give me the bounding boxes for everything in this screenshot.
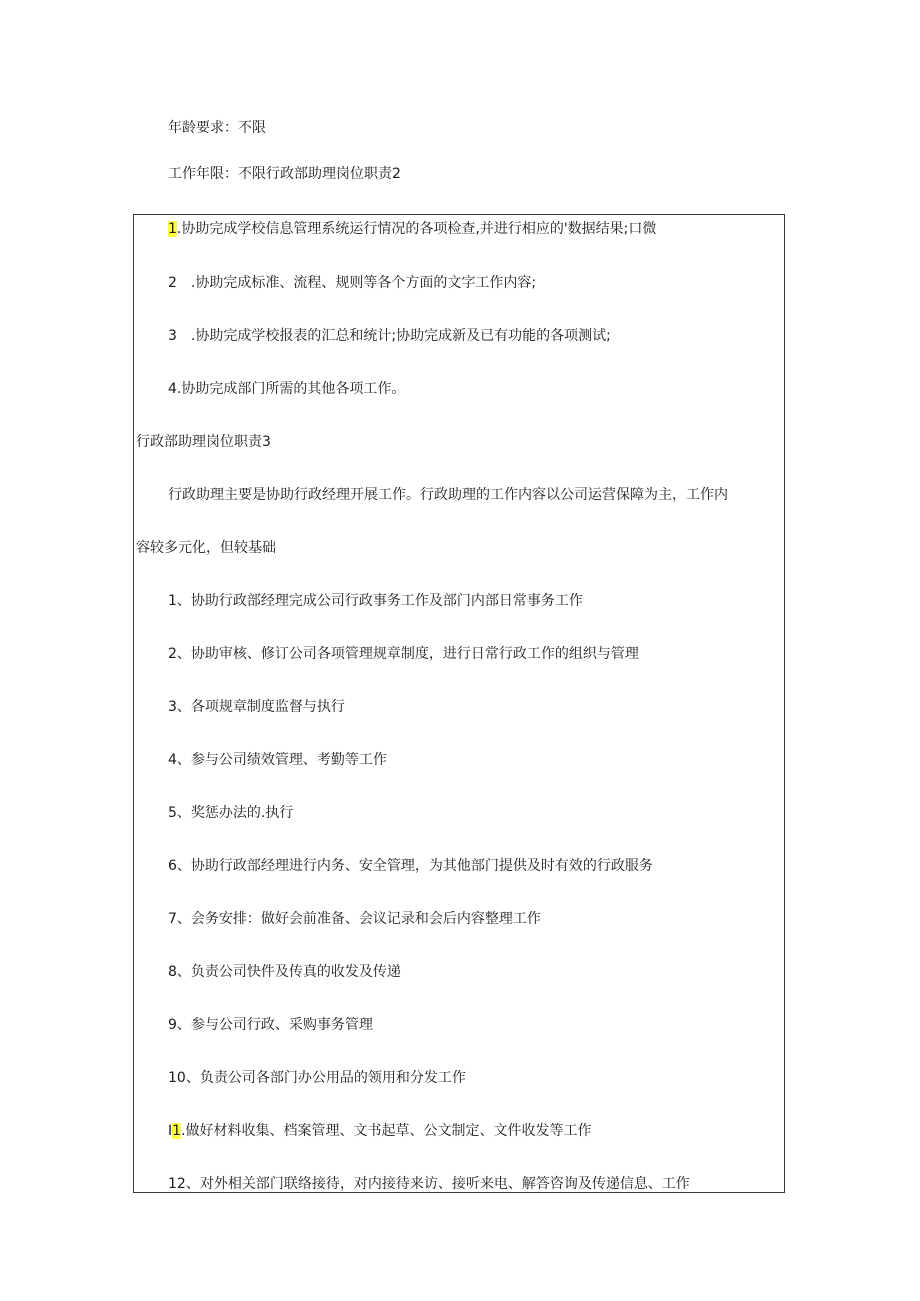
duty-item-3: 3 .协助完成学校报表的汇总和统计;协助完成新及已有功能的各项测试; <box>168 328 611 344</box>
duty-item-4: 4.协助完成部门所需的其他各项工作。 <box>168 381 406 397</box>
list-item: 3、各项规章制度监督与执行 <box>168 699 345 715</box>
list-item: 1、协助行政部经理完成公司行政事务工作及部门内部日常事务工作 <box>168 593 583 609</box>
list-item: 6、协助行政部经理进行内务、安全管理，为其他部门提供及时有效的行政服务 <box>168 858 653 874</box>
intro-paragraph-line-2: 容较多元化，但较基础 <box>136 540 276 556</box>
list-item: 10、负责公司各部门办公用品的领用和分发工作 <box>168 1070 466 1086</box>
list-item: 7、会务安排：做好会前准备、会议记录和会后内容整理工作 <box>168 911 541 927</box>
list-item: 2、协助审核、修订公司各项管理规章制度，进行日常行政工作的组织与管理 <box>168 646 639 662</box>
section-title: 行政部助理岗位职责3 <box>136 434 271 450</box>
intro-paragraph-line-1: 行政助理主要是协助行政经理开展工作。行政助理的工作内容以公司运营保障为主，工作内 <box>168 487 728 503</box>
highlight-mark: 1 <box>168 221 177 237</box>
highlight-mark: 1 <box>172 1123 182 1139</box>
age-requirement: 年龄要求：不限 <box>168 120 266 136</box>
list-item: 4、参与公司绩效管理、考勤等工作 <box>168 752 387 768</box>
work-experience: 工作年限：不限行政部助理岗位职责2 <box>168 166 401 182</box>
list-item: 5、奖惩办法的.执行 <box>168 805 294 821</box>
duty-item-1: 1.协助完成学校信息管理系统运行情况的各项检查,并进行相应的'数据结果;口微 <box>168 221 657 237</box>
list-item: 12、对外相关部门联络接待，对内接待来访、接听来电、解答咨询及传递信息、工作 <box>168 1176 690 1192</box>
duty-item-2: 2 .协助完成标准、流程、规则等各个方面的文字工作内容; <box>168 275 537 291</box>
list-item: 9、参与公司行政、采购事务管理 <box>168 1017 373 1033</box>
list-item: 8、负责公司快件及传真的收发及传递 <box>168 964 401 980</box>
list-item: I1.做好材料收集、档案管理、文书起草、公文制定、文件收发等工作 <box>168 1123 592 1139</box>
